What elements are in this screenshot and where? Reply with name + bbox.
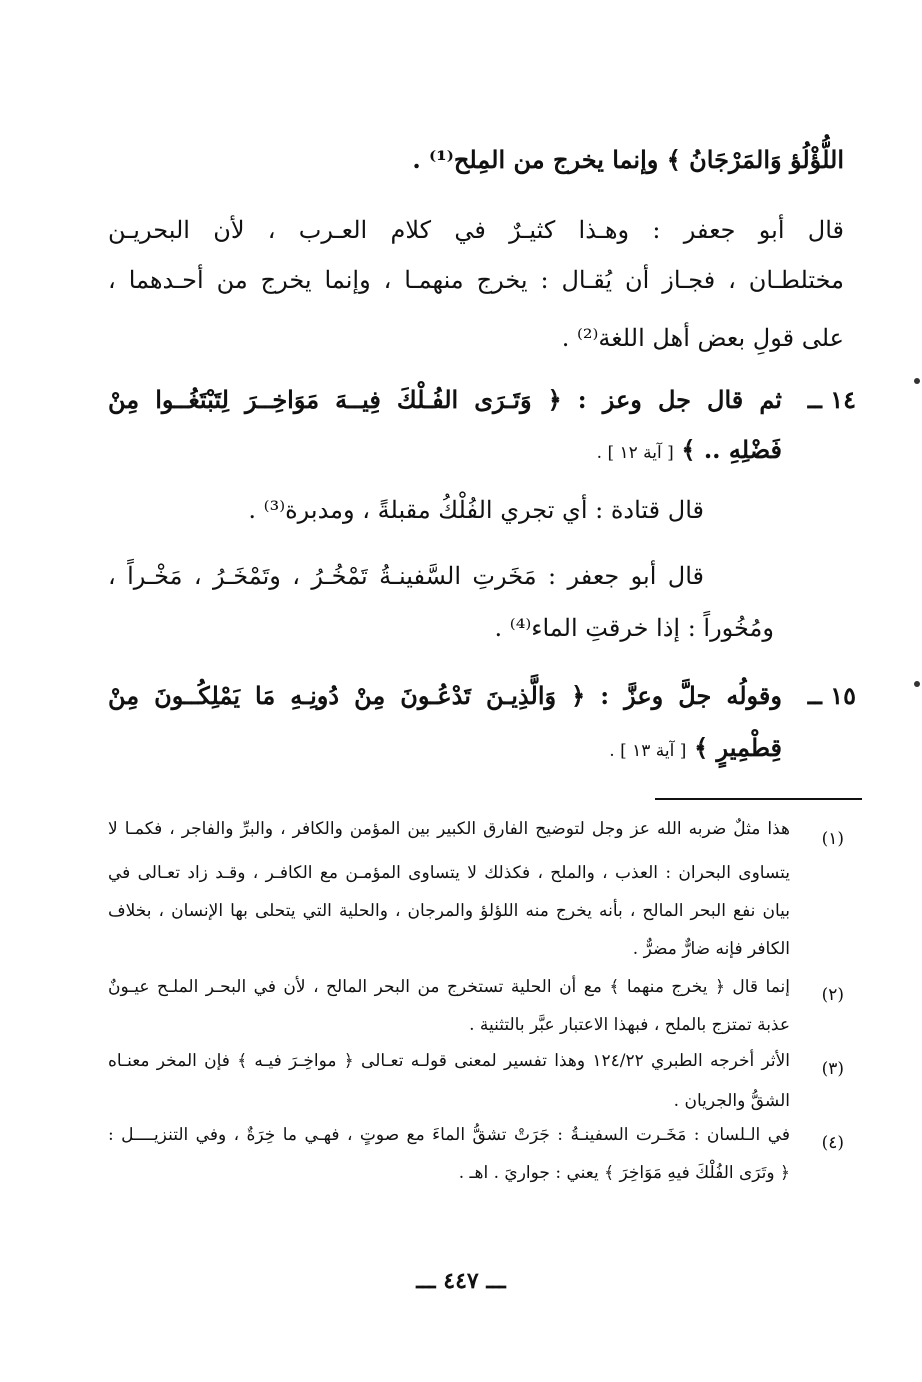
page-number: ـــ ٤٤٧ ـــ: [416, 1268, 506, 1294]
verse-line: وقولُه جلَّ وعزَّ : ﴿ وَالَّذِيـنَ تَدْعُـونَ مِنْ دُونِـهِ مَا يَمْلِكُــونَ مِنْ: [108, 681, 782, 710]
footnote-line: عذبة تمتزج بالملح ، فبهذا الاعتبار عبَّر بالتثنية .: [469, 1015, 790, 1035]
quran-fragment: قِطْمِيرٍ ﴾: [694, 733, 782, 762]
text-line: ومُخُوراً : إذا خرقتِ الماء⁽⁴⁾ .: [494, 614, 774, 642]
footnote-line: بيان نفع البحر المالح ، بأنه يخرج منه اللؤلؤ والمرجان ، والحلية التي يتحلى بها الإنسان ، بخلاف: [108, 901, 790, 921]
text-line: قال أبو جعفر : مَخَرتِ السَّفينـةُ تَمْخُـرُ ، وتَمْخَـرُ ، مَخْـراً ،: [108, 562, 704, 590]
text-line: قال أبو جعفر : وهـذا كثيـرٌ في كلام العـرب ، لأن البحريـن: [108, 216, 844, 244]
footnote-line: هذا مثلٌ ضربه الله عز وجل لتوضيح الفارق الكبير بين المؤمن والكافر ، والبرِّ والفاجر ، فكمـا لا: [108, 819, 790, 839]
footnote-line: الكافر فإنه ضارٌّ مضرٌّ .: [632, 939, 790, 959]
footnote-line: ﴿ وتَرَى الفُلْكَ فيهِ مَوَاخِرَ ﴾ يعني : جواريَ . اهـ .: [458, 1163, 790, 1183]
footnote-line: الأثر أخرجه الطبري ١٢٤/٢٢ وهذا تفسير لمعنى قولـه تعـالى ﴿ مواخِـرَ فيـه ﴾ فإن المخر معنـاه: [108, 1051, 790, 1071]
verse-number: ١٤ ــ: [807, 385, 856, 414]
text-line: مختلطـان ، فجـاز أن يُقـال : يخرج منهمـا ، وإنما يخرج من أحـدهما ،: [108, 266, 844, 294]
footnote-line: الشقُّ والجريان .: [673, 1091, 790, 1111]
quran-fragment: فَضْلِهِ .. ﴾: [681, 435, 782, 464]
footnote-number: (٢): [821, 985, 844, 1005]
footnote-number: (٣): [821, 1059, 844, 1079]
text-line: قال قتادة : أي تجري الفُلْكُ مقبلةً ، ومدبرة⁽³⁾ .: [248, 496, 704, 524]
margin-mark: [914, 378, 920, 384]
footnote-line: في الـلسان : مَخَـرت السفينـةُ : جَرَتْ تشقُّ الماءَ مع صوتٍ ، فهـي ما خِرَةٌ ، وفي التنزيــــل :: [108, 1125, 790, 1145]
footnote-line: إنما قال ﴿ يخرج منهما ﴾ مع أن الحلية تستخرج من البحر المالح ، لأن في البحـر الملـح عيـونٌ: [108, 977, 790, 997]
verse-line: [609, 728, 782, 771]
footnote-separator: [655, 798, 862, 800]
text-line: على قولِ بعض أهل اللغة⁽²⁾ .: [561, 324, 844, 352]
text-line: [412, 140, 844, 180]
verse-line: [597, 430, 782, 473]
ayah-reference: [ آية ١٣ ] .: [609, 741, 687, 761]
quran-fragment: اللُّؤْلُؤ وَالمَرْجَانُ ﴾ وإنما يخرج من المِلح⁽¹⁾ .: [412, 145, 844, 174]
margin-mark: [914, 681, 920, 687]
verse-number: ١٥ ــ: [807, 681, 856, 710]
verse-line: ثم قال جل وعز : ﴿ وَتَـرَى الفُـلْكَ فِيــهَ مَوَاخِــرَ لِتَبْتَغُــوا مِنْ: [108, 385, 782, 414]
footnote-line: يتساوى البحران : العذب ، والملح ، فكذلك لا يتساوى المؤمـن مع الكافـر ، وقـد زاد تعـالى في: [108, 863, 790, 883]
footnote-number: (١): [821, 829, 844, 849]
footnote-number: (٤): [821, 1133, 844, 1153]
ayah-reference: [ آية ١٢ ] .: [596, 443, 674, 463]
